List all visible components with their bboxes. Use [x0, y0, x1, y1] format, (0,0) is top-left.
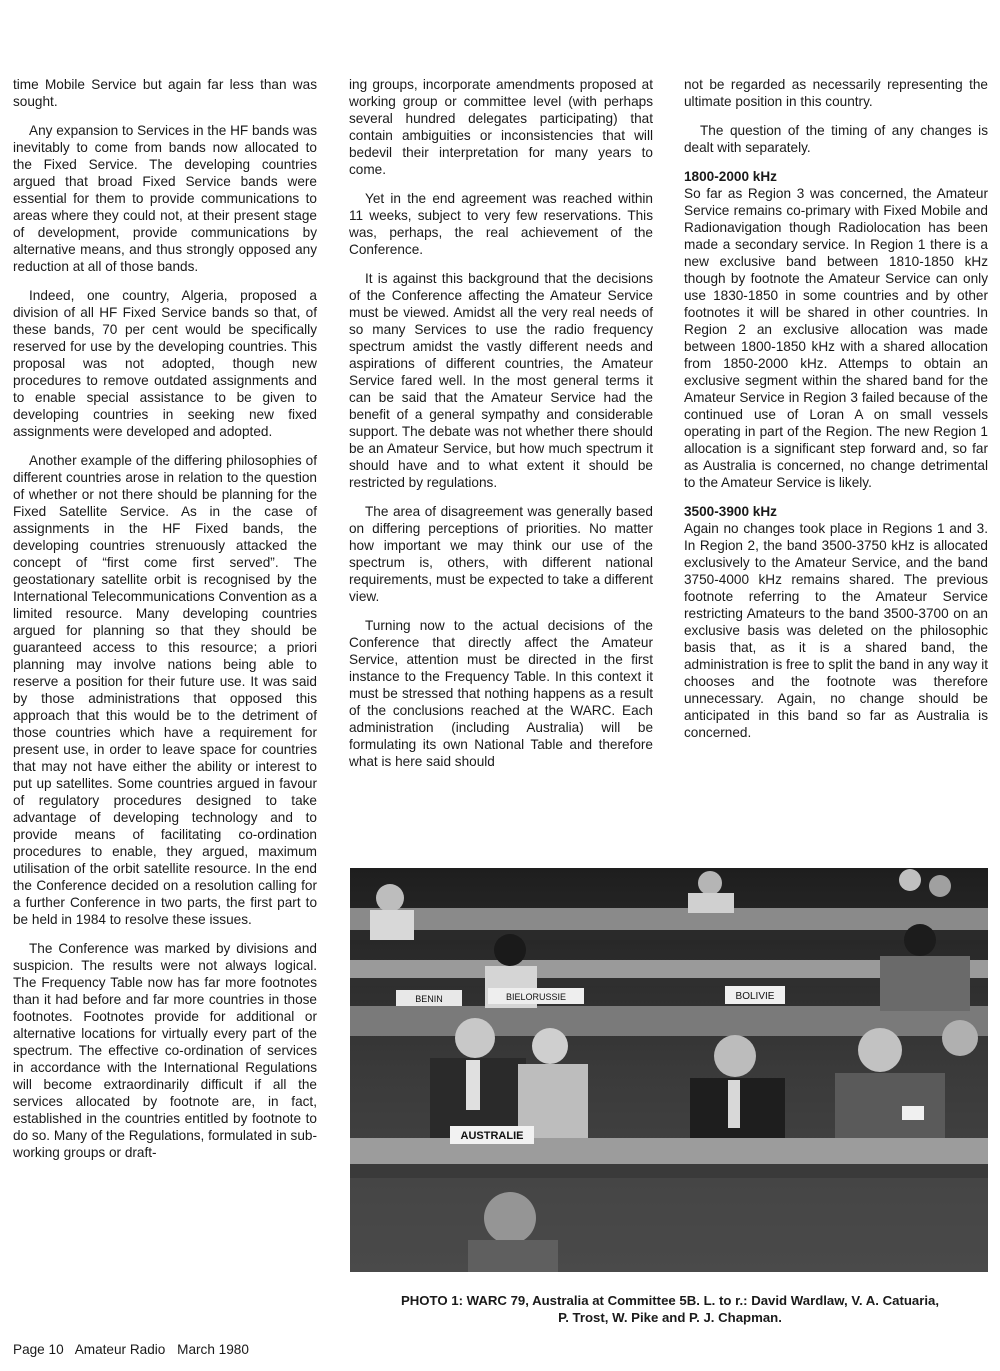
caption-line-2: P. Trost, W. Pike and P. J. Chapman. [558, 1310, 782, 1325]
benin-label: BENIN [415, 994, 443, 1004]
paragraph: So far as Region 3 was concerned, the Amateur Service remains co-primary with Fixed Mobile and Radionavigation though Radiolocation has been made a secondary service. In Region 1 there is a new exclusive band between 1810-1850 kHz though by footnote the Amateur Service can only use 1830-1850 in some countries and by other footnotes it will be shared in other countries. In Region 2 an exclusive allocation was made between 1800-1850 kHz with a shared allocation from 1850-2000 kHz. Attemps to obtain an exclusive segment within the shared band for the Amateur Service in Region 3 failed because of the continued use of Loran A on small vessels operating in part of the Region. The new Region 1 allocation is a significant step forward and, so far as Australia is concerned, no change detrimental to the Amateur Service is likely. [684, 186, 988, 490]
paragraph: Again no changes took place in Regions 1 and 3. In Region 2, the band 3500-3750 kHz is allocated exclusively to the Amateur Service, and the band 3750-4000 kHz remains shared. The previous footnote referring to the Amateur Service restricting Amateurs to the band 3500-3700 on an exclusive basis was deleted on the philosophic basis that, as it is a shared band, the administration is free to split the band in any way it chooses and the footnote was therefore unnecessary. Again, no change should be anticipated in this band so far as Australia is concerned. [684, 521, 988, 740]
paragraph: Turning now to the actual decisions of the Conference that directly affect the Amateur Service, attention must be directed in the first instance to the Frequency Table. In this context it must be stressed that nothing happens as a result of the conclusions reached at the WARC. Each administration (including Australia) will be formulating its own National Table and therefore what is here said should [349, 618, 653, 769]
conference-photo-illustration [350, 868, 988, 1272]
conference-photo [350, 868, 988, 1272]
text-column-3 [684, 76, 988, 753]
paragraph: It is against this background that the decisions of the Conference affecting the Amateur Service must be viewed. Amidst all the very real needs of so many Services to use the radio frequency spectrum amidst the vastly different needs and aspirations of different countries, the Amateur Service fared well. In the most general terms it can be said that the Amateur Service had the benefit of a general sympathy and considerable support. The debate was not whether there should be an Amateur Service, but how much spectrum it should have and to what extent it should be restricted by regulations. [349, 271, 653, 490]
bolivie-label: BOLIVIE [735, 991, 775, 1002]
issue-date: March 1980 [177, 1342, 249, 1357]
paragraph: Another example of the differing philosophies of different countries arose in relation to the question of whether or not there should be planning for the Fixed Satellite Service. As in the case of assignments in the HF Fixed bands, the developing countries strenuously attacked the concept of “first come first served”. The geostationary satellite orbit is recognised by the International Telecommunications Convention as a limited resource. Many developing countries argued for planning so that they should be guaranteed access to this resource; a priori planning may involve nations being able to reserve a position for their future use. It was said by those administrations that opposed this approach that this would be to the detriment of those countries which have a requirement for present use, in order to leave space for countries that may not have either the ability or interest to put up satellites. Some countries argued in favour of regulatory procedures designed to take advantage of developing technology and to provide means of facilitating co-ordination procedures to enable, they argued, maximum utilisation of the orbit satellite resource. In the end the Conference decided on a resolution calling for a further Conference in two parts, the first part to be held in 1984 to resolve these issues. [13, 453, 317, 927]
australie-label: AUSTRALIE [460, 1130, 524, 1142]
paragraph: not be regarded as necessarily representing the ultimate position in this country. [684, 77, 988, 109]
page-footer [13, 1341, 257, 1358]
paragraph: Yet in the end agreement was reached within 11 weeks, subject to very few reservations. This was, perhaps, the real achievement of the Conference. [349, 191, 653, 257]
photo-caption [350, 1292, 990, 1326]
caption-line-1: PHOTO 1: WARC 79, Australia at Committee 5B. L. to r.: David Wardlaw, V. A. Catuaria, [400, 1293, 940, 1308]
paragraph: The area of disagreement was generally based on differing perceptions of priorities. No matter how important we may think our use of the spectrum is, others, with different national requirements, must be expected to take a different view. [349, 504, 653, 604]
section-heading-1800-2000: 1800-2000 kHz [684, 169, 777, 184]
paragraph: ing groups, incorporate amendments proposed at working group or committee level (with perhaps several hundred delegates participating) that contain ambiguities or inconsistencies that will bedevil their interpretation for many years to come. [349, 77, 653, 177]
paragraph: Indeed, one country, Algeria, proposed a division of all HF Fixed Service bands so that, of these bands, 70 per cent would be specifically reserved for use by the developing countries. This proposal was not adopted, though new procedures to remove outdated assignments and to enable special assistance to be given to developing countries in seeking new fixed assignments were developed and adopted. [13, 288, 317, 439]
paragraph: time Mobile Service but again far less than was sought. [13, 77, 317, 109]
text-column-1 [13, 76, 317, 1173]
page-number: Page 10 [13, 1342, 64, 1357]
paragraph: The question of the timing of any changes is dealt with separately. [684, 123, 988, 155]
paragraph: Any expansion to Services in the HF bands was inevitably to come from bands now allocated to the Fixed Service. The developing countries argued that broad Fixed Service bands were essential for them to provide communications to areas where they could not, at their present stage of development, provide communications by alternative means, and thus strongly opposed any reduction at all of those bands. [13, 123, 317, 274]
text-column-2 [349, 76, 653, 782]
magazine-name: Amateur Radio [74, 1342, 166, 1357]
bielorussie-label: BIELORUSSIE [505, 992, 567, 1002]
paragraph: The Conference was marked by divisions and suspicion. The results were not always logical. The Frequency Table now has far more footnotes than it had before and far more countries in those footnotes. Footnotes provide for additional or alternative locations for virtually every part of the spectrum. The effective co-ordination of services in accordance with the International Regulations will become extraordinarily difficult if all the services allocated by footnote are, in fact, established in the countries entitled by footnote to do so. Many of the Regulations, formulated in sub-working groups or draft- [13, 941, 317, 1160]
section-heading-3500-3900: 3500-3900 kHz [684, 504, 777, 519]
